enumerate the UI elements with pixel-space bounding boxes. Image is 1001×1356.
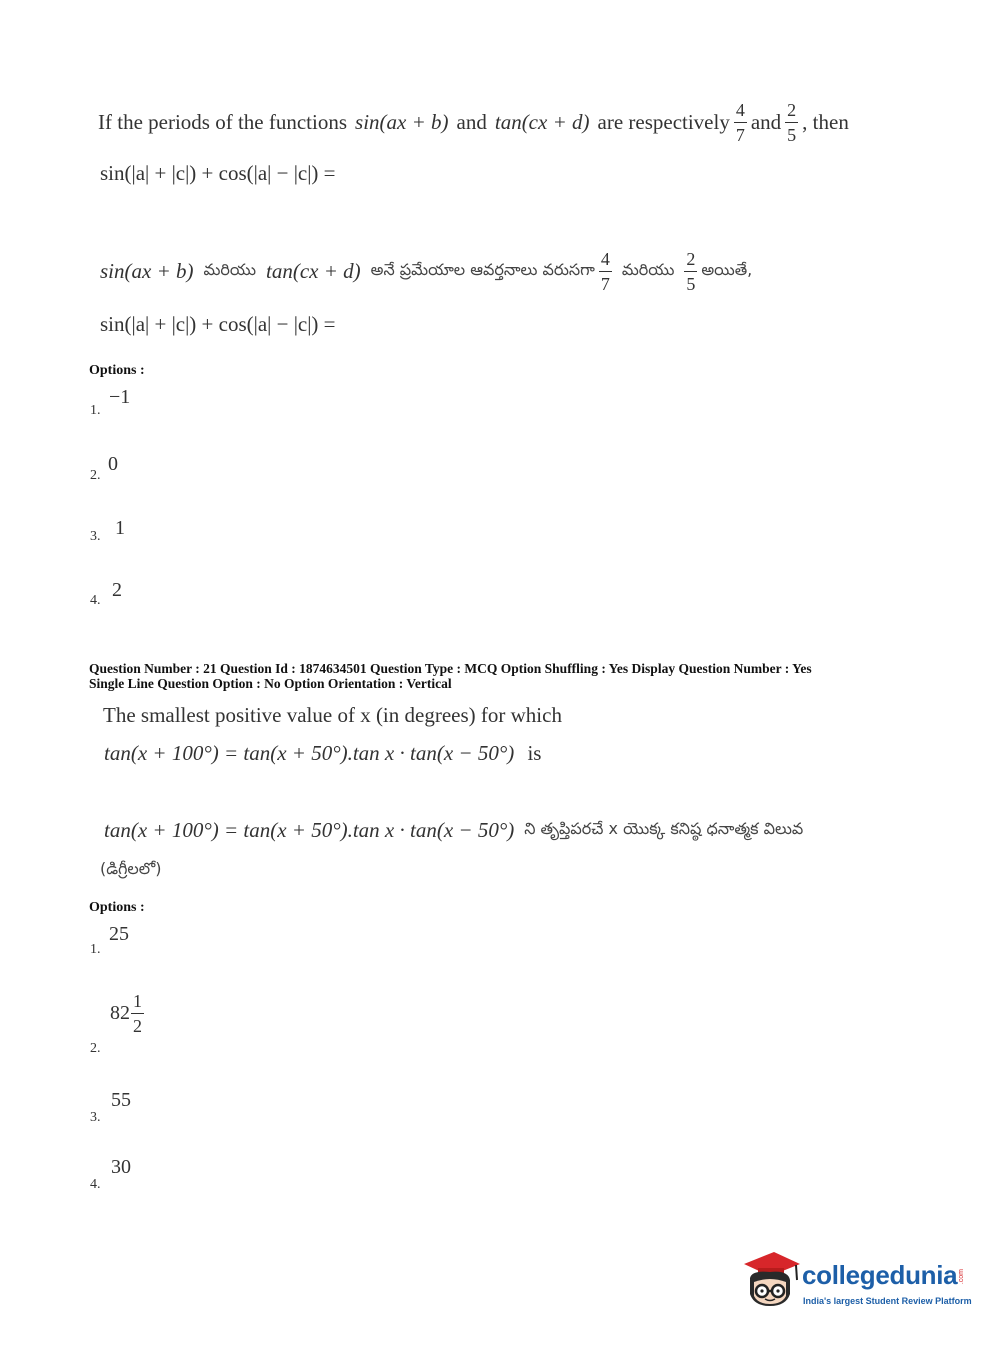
mascot-icon (740, 1248, 802, 1314)
q21-option-4-value[interactable]: 30 (111, 1156, 131, 1178)
q21-telugu-text: ని తృప్తిపరచే x యొక్క కనిష్ఠ ధనాత్మక విలువ (524, 819, 804, 838)
q21-option-2-value[interactable] (110, 992, 148, 1035)
q20-option-3-number: 3. (90, 529, 101, 544)
q21-telugu-equation: tan(x + 100°) = tan(x + 50°).tan x · tan(x − 50°) (104, 818, 515, 842)
q21-option-1-number: 1. (90, 942, 101, 957)
fraction-denominator: 5 (686, 273, 696, 294)
q20-telugu-ayithe: అయితే, (701, 259, 753, 279)
q20-option-4-number: 4. (90, 593, 101, 608)
q20-fraction-4-7 (734, 101, 747, 144)
q21-telugu-line (104, 818, 803, 843)
q20-function-2: tan(cx + d) (494, 109, 590, 134)
fraction-numerator: 2 (686, 248, 696, 269)
q21-is-text: is (527, 741, 542, 765)
q21-telugu-line-2: (డిగ్రీలలో) (100, 859, 162, 878)
fraction-bar (599, 271, 612, 272)
fraction-bar (131, 1013, 144, 1014)
mixed-number-fraction (131, 992, 144, 1035)
q21-options-label: Options : (89, 900, 145, 915)
logo-suffix: .com (958, 1268, 966, 1284)
q20-option-2-number: 2. (90, 468, 101, 483)
q20-telugu-line (100, 248, 752, 294)
collegedunia-logo[interactable] (740, 1248, 970, 1318)
q20-telugu-mariyu-2: మరియు (621, 259, 675, 279)
q21-meta-line-2: Single Line Question Option : No Option Orientation : Vertical (89, 676, 452, 691)
q20-telugu-fraction-4-7 (599, 250, 612, 293)
q21-option-3-value[interactable]: 55 (111, 1089, 131, 1111)
q20-telugu-fraction-2-5 (684, 250, 697, 293)
fraction-numerator: 1 (133, 991, 142, 1011)
q20-telugu-function-2: tan(cx + d) (266, 258, 361, 283)
q20-expression: sin(|a| + |c|) + cos(|a| − |c|) = (100, 161, 336, 185)
q20-option-3-value[interactable]: 1 (115, 517, 125, 539)
q20-respectively-text: are respectively (597, 109, 730, 134)
q20-telugu-expression: sin(|a| + |c|) + cos(|a| − |c|) = (100, 312, 336, 336)
fraction-bar (734, 122, 747, 123)
q20-english-line (98, 100, 849, 144)
q20-option-1-value[interactable]: −1 (109, 386, 131, 408)
q20-and-text: and (456, 109, 487, 134)
fraction-numerator: 4 (735, 99, 745, 120)
q21-meta-line-1: Question Number : 21 Question Id : 1874634501 Question Type : MCQ Option Shuffling : Yes Display Question Number : Yes (89, 661, 812, 676)
q20-telugu-mariyu: మరియు (203, 259, 257, 279)
q21-option-2-number: 2. (90, 1041, 101, 1056)
fraction-numerator: 4 (600, 248, 610, 269)
fraction-denominator: 7 (735, 124, 745, 145)
mixed-number-whole: 82 (110, 1002, 130, 1024)
q21-option-3-number: 3. (90, 1110, 101, 1125)
q21-option-1-value[interactable]: 25 (109, 923, 129, 945)
q20-option-2-value[interactable]: 0 (108, 453, 118, 475)
fraction-bar (684, 271, 697, 272)
q20-options-label: Options : (89, 363, 145, 378)
logo-name: collegedunia (802, 1260, 958, 1290)
q20-intro-text: If the periods of the functions (98, 109, 348, 134)
logo-tagline: India's largest Student Review Platform (803, 1296, 972, 1306)
q20-then-text: , then (802, 109, 849, 134)
q20-function-1: sin(ax + b) (355, 109, 449, 134)
q20-option-4-value[interactable]: 2 (112, 579, 122, 601)
q20-fraction-2-5 (785, 101, 798, 144)
logo-wordmark (802, 1260, 965, 1291)
fraction-denominator: 5 (787, 124, 797, 145)
q21-option-4-number: 4. (90, 1177, 101, 1192)
q21-equation: tan(x + 100°) = tan(x + 50°).tan x · tan(x − 50°) (104, 741, 515, 765)
q20-telugu-function-1: sin(ax + b) (100, 258, 194, 283)
fraction-bar (785, 122, 798, 123)
q20-option-1-number: 1. (90, 403, 101, 418)
q20-telugu-text: అనే ప్రమేయాల ఆవర్తనాలు వరుసగా (370, 259, 595, 279)
q20-and-text-2: and (750, 109, 782, 134)
q21-english-line: The smallest positive value of x (in degrees) for which (103, 703, 562, 727)
fraction-denominator: 7 (600, 273, 610, 294)
fraction-denominator: 2 (133, 1016, 142, 1036)
q21-equation-line (104, 741, 541, 766)
fraction-numerator: 2 (787, 99, 797, 120)
